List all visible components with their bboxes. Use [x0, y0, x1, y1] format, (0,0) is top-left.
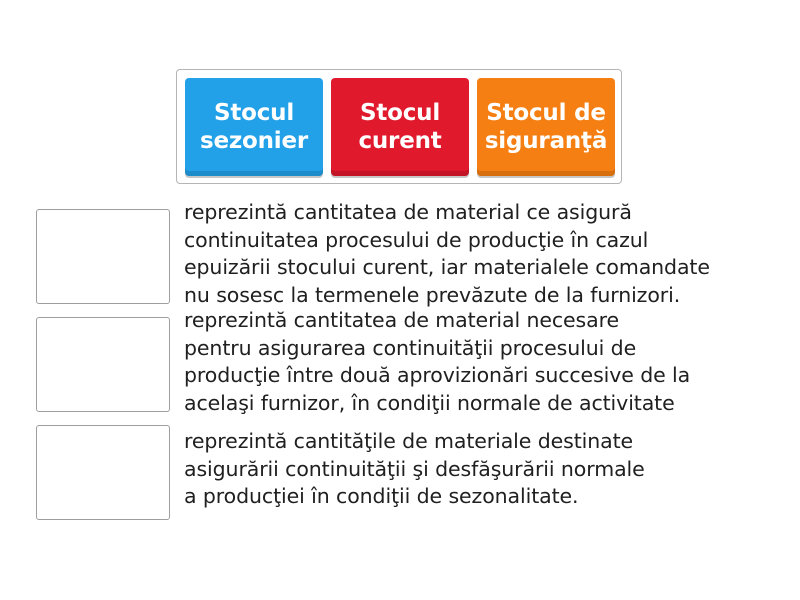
- drop-slot-2[interactable]: [36, 317, 170, 412]
- definition-text-1: reprezintă cantitatea de material ce asigură continuitatea procesului de producţie în cazul epuizării stocului curent, iar materialele comandate nu sosesc la termenele prevăzute de la furnizori.: [184, 200, 710, 307]
- tile-stocul-de-siguranta[interactable]: Stocul de siguranţă: [477, 78, 615, 176]
- definition-text-3: reprezintă cantităţile de materiale destinate asigurării continuităţii şi desfăşurării normale a producţiei în condiţii de sezonalitate.: [184, 429, 645, 508]
- drop-slot-1[interactable]: [36, 209, 170, 304]
- definition-text-2: reprezintă cantitatea de material necesare pentru asigurarea continuităţii procesului de producţie între două aprovizionări succesive de la acelaşi furnizor, în condiţii normale de activitate: [184, 308, 691, 415]
- drop-slot-3[interactable]: [36, 425, 170, 520]
- tile-stocul-sezonier[interactable]: Stocul sezonier: [185, 78, 323, 176]
- tile-stocul-curent[interactable]: Stocul curent: [331, 78, 469, 176]
